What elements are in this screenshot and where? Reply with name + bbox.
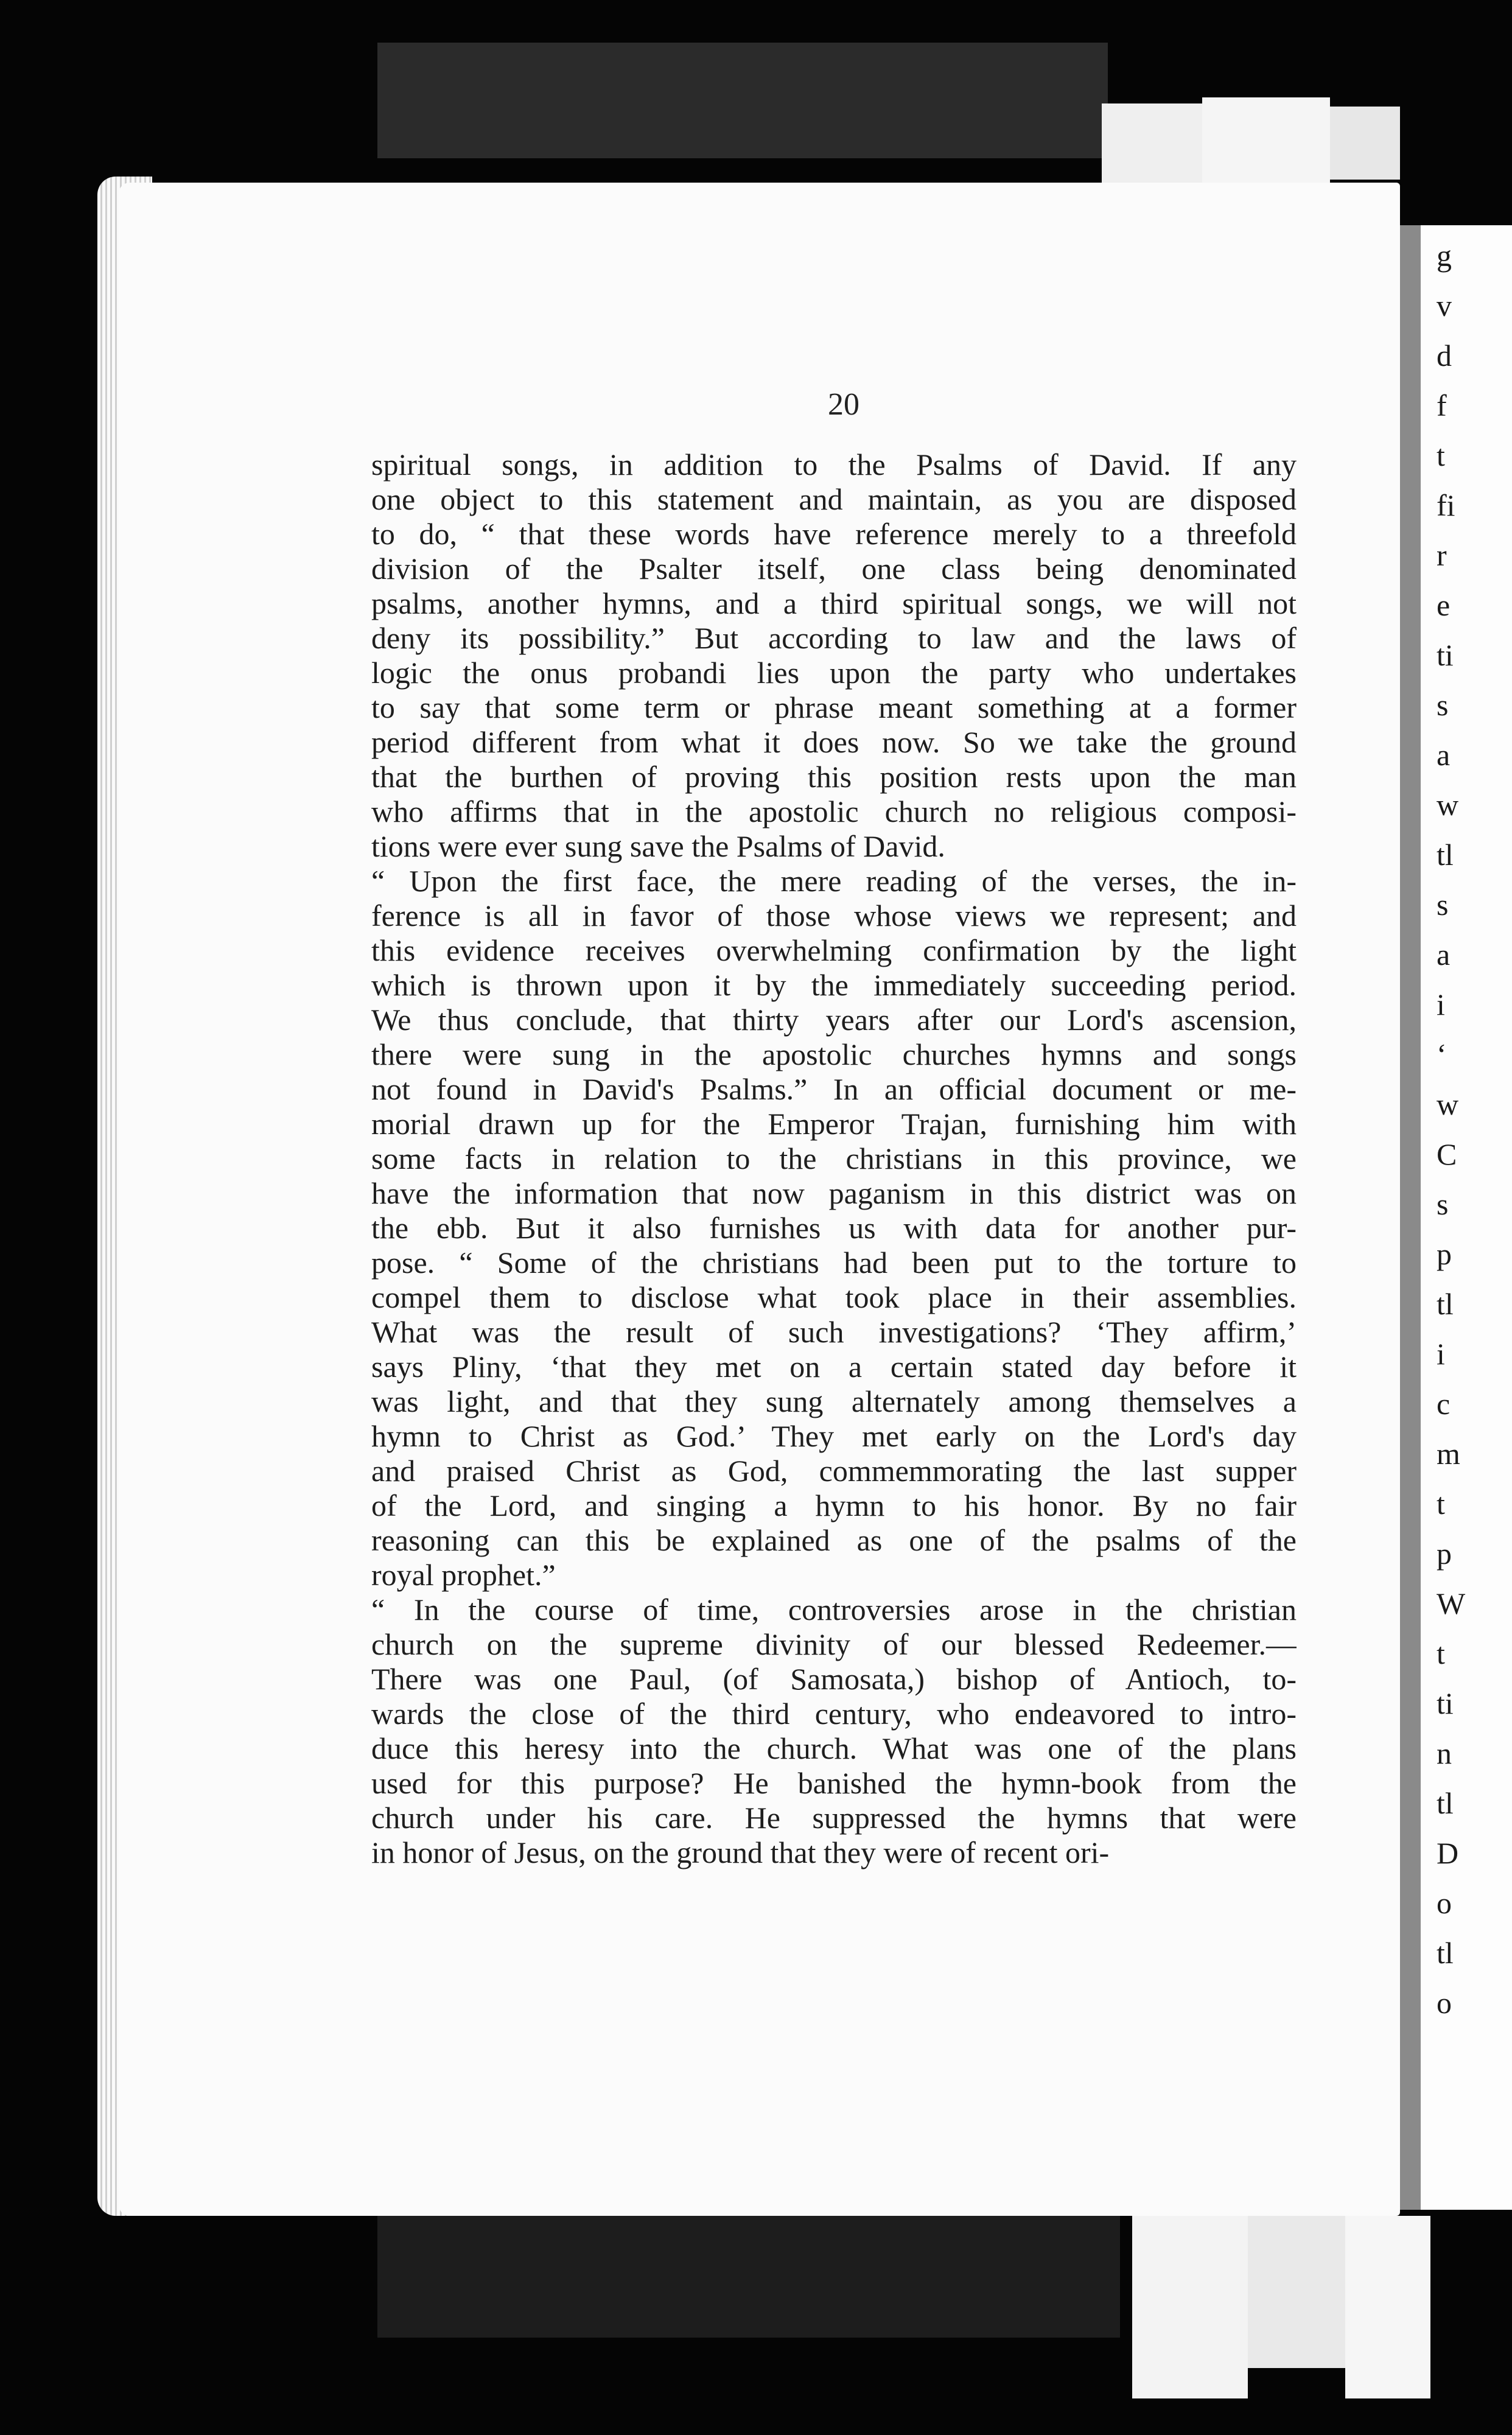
facing-page-fragment: tl: [1437, 1936, 1454, 1970]
facing-page-fragment: o: [1437, 1986, 1452, 2020]
text-line: duce this heresy into the church. What was one of the plans: [371, 1731, 1297, 1765]
facing-page-fragment: a: [1437, 937, 1451, 972]
text-line: to do, “ that these words have reference merely to a threefold: [371, 517, 1297, 551]
text-line: in honor of Jesus, on the ground that they were of recent ori-: [371, 1835, 1110, 1869]
text-line: compel them to disclose what took place in their assemblies.: [371, 1280, 1297, 1314]
text-line: have the information that now paganism in this district was on: [371, 1176, 1297, 1210]
text-line: ference is all in favor of those whose views we represent; and: [371, 899, 1297, 933]
text-line: hymn to Christ as God.’ They met early on the Lord's day: [371, 1419, 1297, 1453]
text-line: wards the close of the third century, who endeavored to intro-: [371, 1697, 1297, 1731]
scan-background-band-top: [377, 43, 1108, 158]
text-line: reasoning can this be explained as one of the psalms of the: [371, 1523, 1297, 1557]
facing-page-fragment: r: [1437, 538, 1447, 572]
text-line: royal prophet.”: [371, 1558, 556, 1592]
facing-page-fragment: tl: [1437, 1786, 1454, 1820]
facing-page-fragment: ti: [1437, 1686, 1454, 1720]
text-line: “ Upon the first face, the mere reading of the verses, the in-: [371, 864, 1297, 898]
facing-page-fragment: t: [1437, 1636, 1445, 1670]
paper-tab: [1330, 107, 1400, 180]
facing-page-fragment: o: [1437, 1886, 1452, 1920]
facing-page-fragment: s: [1437, 688, 1449, 722]
facing-page-fragment: tl: [1437, 1287, 1454, 1321]
text-line: psalms, another hymns, and a third spiritual songs, we will not: [371, 586, 1297, 620]
facing-page-fragment: i: [1437, 987, 1445, 1021]
paragraph: [371, 447, 1297, 864]
scan-background-band-bottom: [377, 2216, 1120, 2338]
text-line: of the Lord, and singing a hymn to his honor. By no fair: [371, 1488, 1297, 1522]
text-line: not found in David's Psalms.” In an official document or me-: [371, 1072, 1297, 1106]
text-line: one object to this statement and maintain, as you are disposed: [371, 482, 1297, 516]
facing-page-fragment: p: [1437, 1536, 1452, 1571]
text-line: who affirms that in the apostolic church no religious composi-: [371, 794, 1297, 829]
text-line: used for this purpose? He banished the hymn-book from the: [371, 1766, 1297, 1800]
facing-page-fragment: ti: [1437, 638, 1454, 672]
facing-page: [1421, 225, 1512, 2210]
body-text: [371, 447, 1297, 1870]
text-line: period different from what it does now. So we take the ground: [371, 725, 1297, 759]
facing-page-fragment: ‘: [1437, 1037, 1447, 1071]
text-line: division of the Psalter itself, one class being denominated: [371, 552, 1297, 586]
facing-page-fragment: w: [1437, 788, 1459, 822]
paper-tab: [1132, 2216, 1248, 2398]
book-spine: [1400, 225, 1421, 2210]
page-number: 20: [828, 387, 859, 422]
text-line: tions were ever sung save the Psalms of David.: [371, 829, 945, 863]
facing-page-fragment: f: [1437, 388, 1447, 422]
text-line: church under his care. He suppressed the hymns that were: [371, 1801, 1297, 1835]
text-line: “ In the course of time, controversies arose in the christian: [371, 1592, 1297, 1627]
paper-tab: [1345, 2216, 1430, 2398]
paragraph: [371, 864, 1297, 1592]
facing-page-fragment: D: [1437, 1836, 1459, 1870]
text-line: some facts in relation to the christians in this province, we: [371, 1141, 1297, 1175]
text-line: morial drawn up for the Emperor Trajan, furnishing him with: [371, 1107, 1297, 1141]
text-line: church on the supreme divinity of our blessed Redeemer.—: [371, 1627, 1297, 1661]
facing-page-fragment: C: [1437, 1137, 1457, 1171]
text-line: was light, and that they sung alternately among themselves a: [371, 1384, 1297, 1418]
facing-page-fragment: m: [1437, 1437, 1460, 1471]
text-line: logic the onus probandi lies upon the party who undertakes: [371, 656, 1297, 690]
facing-page-fragment: v: [1437, 289, 1452, 323]
facing-page-fragment: g: [1437, 239, 1452, 273]
facing-page-fragment: i: [1437, 1337, 1445, 1371]
text-line: to say that some term or phrase meant something at a former: [371, 690, 1297, 724]
text-line: What was the result of such investigations? ‘They affirm,’: [371, 1315, 1297, 1349]
facing-page-fragment: w: [1437, 1087, 1459, 1121]
text-line: and praised Christ as God, commemmorating the last supper: [371, 1454, 1297, 1488]
facing-page-fragment: c: [1437, 1387, 1451, 1421]
text-line: says Pliny, ‘that they met on a certain stated day before it: [371, 1350, 1297, 1384]
text-line: pose. “ Some of the christians had been put to the torture to: [371, 1246, 1297, 1280]
text-line: which is thrown upon it by the immediately succeeding period.: [371, 968, 1297, 1002]
facing-page-fragment: fi: [1437, 488, 1455, 522]
text-line: deny its possibility.” But according to law and the laws of: [371, 621, 1297, 655]
text-line: that the burthen of proving this position rests upon the man: [371, 760, 1297, 794]
text-line: this evidence receives overwhelming confirmation by the light: [371, 933, 1297, 967]
facing-page-fragment: n: [1437, 1736, 1452, 1770]
facing-page-fragment: s: [1437, 1187, 1449, 1221]
text-line: the ebb. But it also furnishes us with data for another pur-: [371, 1211, 1297, 1245]
facing-page-fragment: t: [1437, 438, 1445, 472]
text-line: there were sung in the apostolic churches hymns and songs: [371, 1037, 1297, 1071]
facing-page-fragment: W: [1437, 1586, 1466, 1620]
text-line: We thus conclude, that thirty years after our Lord's ascension,: [371, 1003, 1297, 1037]
paper-tab: [1248, 2216, 1345, 2368]
facing-page-fragment: t: [1437, 1487, 1445, 1521]
text-line: There was one Paul, (of Samosata,) bishop of Antioch, to-: [371, 1662, 1297, 1696]
facing-page-fragment: a: [1437, 738, 1451, 772]
facing-page-fragment: e: [1437, 588, 1451, 622]
text-line: spiritual songs, in addition to the Psalms of David. If any: [371, 447, 1297, 482]
paragraph: [371, 1592, 1297, 1870]
facing-page-fragment: p: [1437, 1237, 1452, 1271]
facing-page-fragment: s: [1437, 888, 1449, 922]
facing-page-fragment: tl: [1437, 838, 1454, 872]
facing-page-fragment: d: [1437, 338, 1452, 373]
